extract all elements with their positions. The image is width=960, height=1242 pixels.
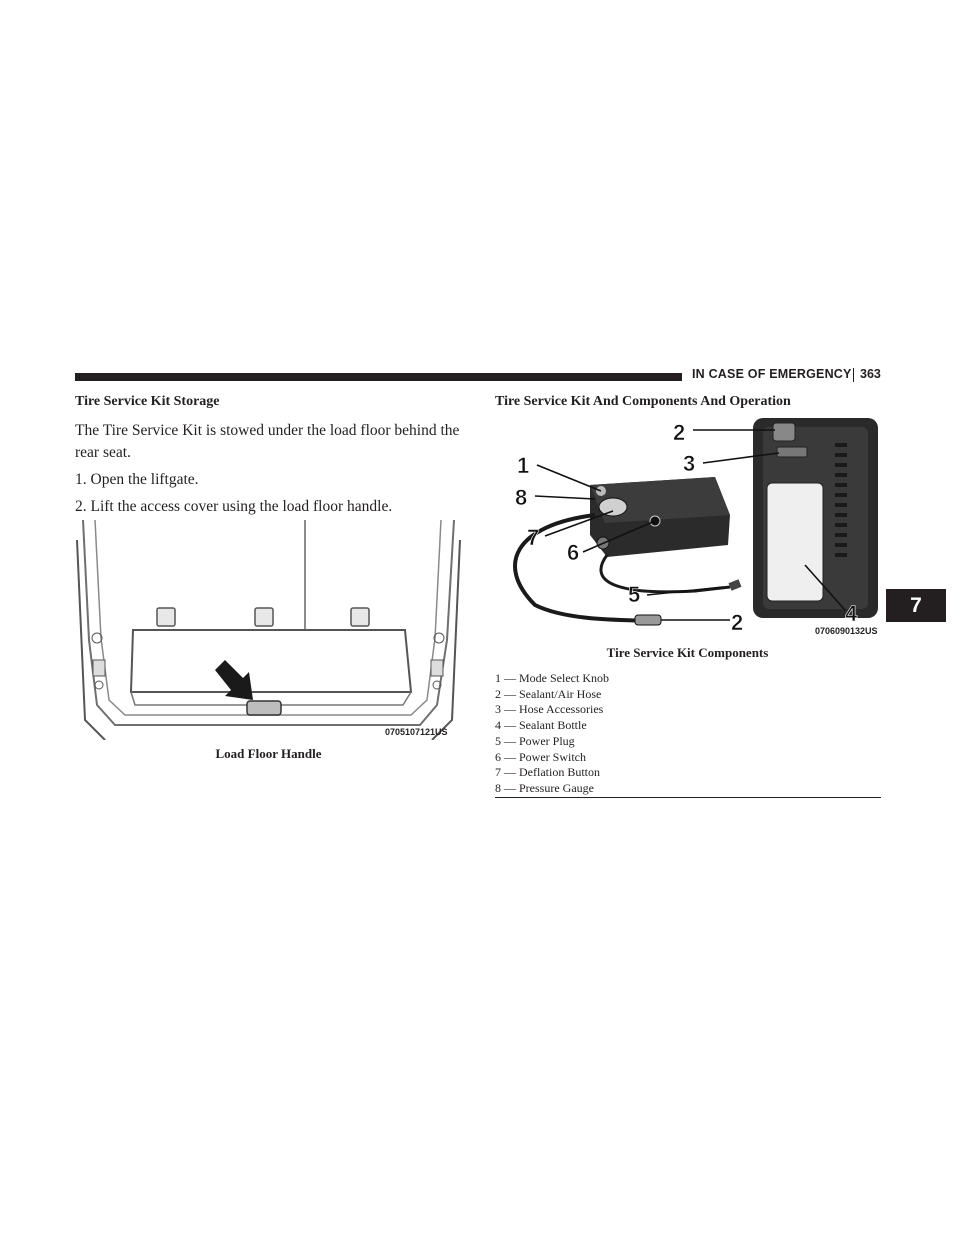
- step-lift-cover: 2. Lift the access cover using the load floor handle.: [75, 498, 393, 515]
- kit-figure-code: 0706090132US: [815, 626, 878, 636]
- callout-1: 1: [517, 453, 530, 478]
- legend-item: 2 — Sealant/Air Hose: [495, 686, 602, 701]
- load-floor-illustration: [75, 520, 462, 740]
- legend-rule: [495, 797, 881, 798]
- floor-figure-caption: Load Floor Handle: [215, 746, 322, 761]
- callout-8: 8: [515, 485, 528, 510]
- callout-4: 4: [845, 601, 858, 626]
- kit-figure-caption: Tire Service Kit Components: [606, 645, 769, 660]
- callout-7: 7: [527, 525, 540, 550]
- chapter-tab[interactable]: 7: [886, 589, 946, 622]
- kit-heading: Tire Service Kit And Components And Operation: [495, 394, 791, 409]
- header-divider: [853, 368, 854, 382]
- legend-item: 7 — Deflation Button: [495, 765, 600, 780]
- legend-item: 3 — Hose Accessories: [495, 702, 604, 717]
- floor-figure-code: 0705107121US: [385, 727, 448, 737]
- callout-6: 6: [567, 540, 580, 565]
- storage-paragraph: The Tire Service Kit is stowed under the load floor behind the rear seat.: [75, 422, 460, 461]
- callout-2-bottom: 2: [731, 610, 744, 635]
- legend-item: 5 — Power Plug: [495, 733, 575, 748]
- page-number: 363: [860, 367, 881, 381]
- callout-3: 3: [683, 451, 696, 476]
- callout-2-top: 2: [673, 420, 686, 445]
- components-legend: [495, 671, 881, 797]
- header-rule: [75, 373, 682, 381]
- callout-5: 5: [628, 582, 641, 607]
- legend-item: 4 — Sealant Bottle: [495, 718, 587, 733]
- legend-item: 8 — Pressure Gauge: [495, 780, 594, 795]
- legend-item: 6 — Power Switch: [495, 749, 586, 764]
- section-title: IN CASE OF EMERGENCY: [692, 367, 852, 381]
- tire-service-kit-illustration: [495, 415, 880, 640]
- legend-item: 1 — Mode Select Knob: [495, 671, 609, 685]
- storage-heading: Tire Service Kit Storage: [75, 394, 220, 409]
- step-open-liftgate: 1. Open the liftgate.: [75, 471, 199, 488]
